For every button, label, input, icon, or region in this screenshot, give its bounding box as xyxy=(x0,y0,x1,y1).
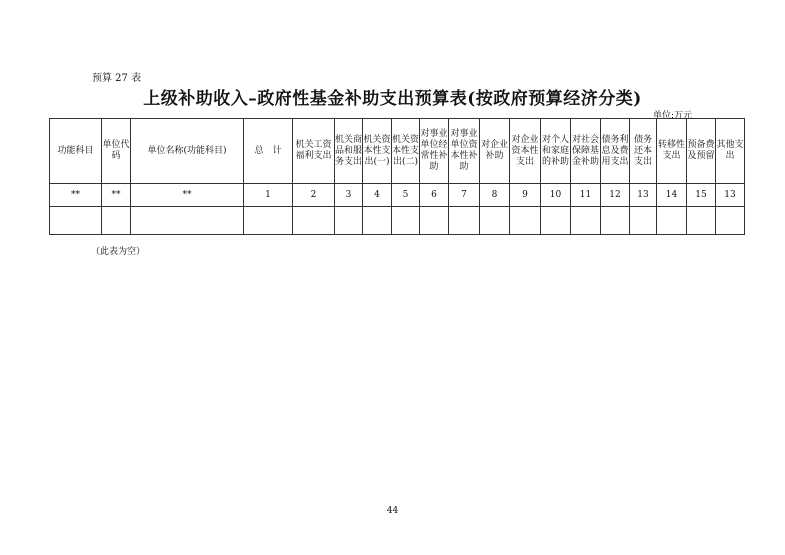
empty-cell xyxy=(449,207,480,235)
empty-cell xyxy=(363,207,392,235)
number-cell: 4 xyxy=(363,184,392,207)
header-cell: 转移性支出 xyxy=(657,119,687,184)
header-row xyxy=(50,119,745,184)
empty-cell xyxy=(541,207,571,235)
empty-cell xyxy=(510,207,541,235)
number-cell: 15 xyxy=(687,184,716,207)
header-cell: 对个人和家庭的补助 xyxy=(541,119,571,184)
empty-cell xyxy=(392,207,420,235)
empty-cell xyxy=(293,207,335,235)
header-cell: 单位代码 xyxy=(102,119,131,184)
header-cell: 机关商品和服务支出 xyxy=(335,119,363,184)
number-cell: ** xyxy=(131,184,244,207)
empty-cell xyxy=(335,207,363,235)
empty-cell xyxy=(687,207,716,235)
number-cell: 13 xyxy=(716,184,745,207)
number-cell: 11 xyxy=(571,184,601,207)
number-cell: 7 xyxy=(449,184,480,207)
header-cell: 总 计 xyxy=(244,119,293,184)
header-cell: 对事业单位资本性补助 xyxy=(449,119,480,184)
budget-table xyxy=(49,118,745,235)
header-cell: 单位名称(功能科目) xyxy=(131,119,244,184)
empty-table-note: （此表为空） xyxy=(91,247,146,257)
number-cell: 12 xyxy=(601,184,630,207)
number-cell: 13 xyxy=(630,184,657,207)
number-cell: 3 xyxy=(335,184,363,207)
number-cell: ** xyxy=(102,184,131,207)
unit-label: 单位:万元 xyxy=(652,111,692,121)
number-cell: 1 xyxy=(244,184,293,207)
column-number-row xyxy=(50,184,745,207)
header-cell: 债务还本支出 xyxy=(630,119,657,184)
header-cell: 功能科目 xyxy=(50,119,102,184)
page-number: 44 xyxy=(386,506,399,516)
page-title: 上级补助收入–政府性基金补助支出预算表(按政府预算经济分类) xyxy=(143,89,642,109)
number-cell: 10 xyxy=(541,184,571,207)
header-cell: 机关资本性支出(二) xyxy=(392,119,420,184)
number-cell: 5 xyxy=(392,184,420,207)
empty-row xyxy=(50,207,745,235)
number-cell: ** xyxy=(50,184,102,207)
empty-cell xyxy=(131,207,244,235)
empty-cell xyxy=(102,207,131,235)
header-cell: 机关资本性支出(一) xyxy=(363,119,392,184)
empty-cell xyxy=(50,207,102,235)
empty-cell xyxy=(657,207,687,235)
empty-cell xyxy=(244,207,293,235)
empty-cell xyxy=(716,207,745,235)
empty-cell xyxy=(480,207,510,235)
empty-cell xyxy=(601,207,630,235)
header-cell: 预备费及预留 xyxy=(687,119,716,184)
table-tag: 预算 27 表 xyxy=(92,73,142,84)
header-cell: 对企业资本性支出 xyxy=(510,119,541,184)
header-cell: 机关工资福利支出 xyxy=(293,119,335,184)
header-cell: 对企业补助 xyxy=(480,119,510,184)
empty-cell xyxy=(571,207,601,235)
number-cell: 8 xyxy=(480,184,510,207)
header-cell: 债务利息及费用支出 xyxy=(601,119,630,184)
header-cell: 其他支出 xyxy=(716,119,745,184)
empty-cell xyxy=(420,207,449,235)
number-cell: 9 xyxy=(510,184,541,207)
empty-cell xyxy=(630,207,657,235)
number-cell: 14 xyxy=(657,184,687,207)
header-cell: 对事业单位经常性补助 xyxy=(420,119,449,184)
number-cell: 6 xyxy=(420,184,449,207)
header-cell: 对社会保障基金补助 xyxy=(571,119,601,184)
number-cell: 2 xyxy=(293,184,335,207)
